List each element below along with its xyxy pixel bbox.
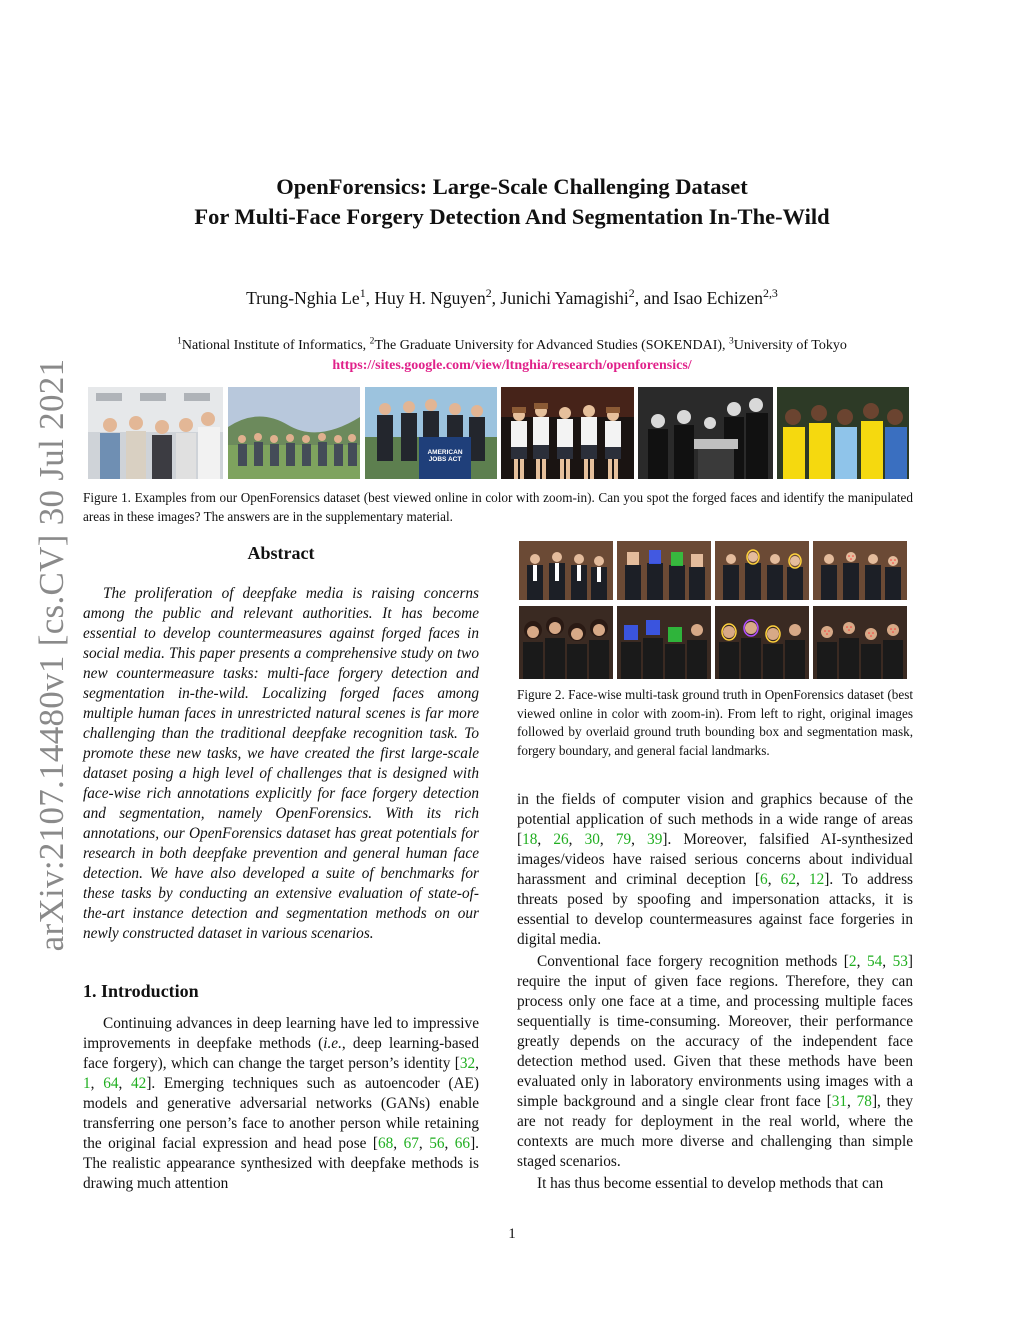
- citation-link[interactable]: 68: [378, 1135, 394, 1152]
- figure1-photo-5: [638, 387, 773, 479]
- facial-landmarks-overlay-icon: [813, 606, 907, 679]
- black-and-white-event-photo-icon: [638, 387, 773, 479]
- introduction-paragraph-3: It has thus become essential to develop methods that can: [537, 1175, 884, 1192]
- project-url-link[interactable]: https://sites.google.com/view/ltnghia/research/openforensics/: [332, 358, 692, 373]
- citation-link[interactable]: 53: [892, 953, 908, 970]
- citation-link[interactable]: 32: [459, 1055, 476, 1072]
- podium-sign-text: AMERICAN JOBS ACT: [427, 449, 463, 463]
- text-run: Continuing advances in deep learning have led to impressive improvements in deepfake methods (: [83, 1015, 479, 1052]
- citation-link[interactable]: 12: [808, 871, 825, 888]
- text-run: ]. To address threats posed by spoofing and impersonation attacks, it is essential to develop countermeasures against face forgeries in digital media.: [517, 871, 913, 948]
- stage-performers-photo-icon: [501, 387, 634, 479]
- citation-link[interactable]: 62: [780, 871, 796, 888]
- figure2-thumb-row2-bbox-mask: [617, 606, 711, 679]
- text-run: ]. The realistic appearance synthesized with deepfake methods is drawing much attention: [83, 1135, 479, 1192]
- text-run: in the fields of computer vision and graphics because of the potential application of such methods in a wide range of areas [: [517, 791, 913, 848]
- author-affiliation-sup: 2,3: [763, 286, 778, 301]
- arxiv-identifier-stamp: arXiv:2107.14480v1 [cs.CV] 30 Jul 2021: [32, 358, 71, 952]
- citation-link[interactable]: 54: [866, 953, 883, 970]
- women-group-photo-icon: [519, 606, 613, 679]
- citation-link[interactable]: 30: [584, 831, 600, 848]
- introduction-paragraph-2: Conventional face forgery recognition methods [2, 54, 53] require the input of given face regions. Therefore, they can process only one face at a time, and processing multiple faces sequentially is time-consuming. Moreover, their performance greatly depends on the accuracy of the independent face detection method used. Given that these methods have been evaluated only in laboratory environments using images with a simple background and a single clear front face [31, 78], they are not ready for deployment in the real world, where the contexts are much more diverse and challenging than simple staged scenarios.: [517, 953, 914, 1170]
- citation-link[interactable]: 1: [83, 1075, 91, 1092]
- figure2-caption: Figure 2. Face-wise multi-task ground truth in OpenForensics dataset (best viewed online in color with zoom-in). From left to right, original images followed by overlaid ground truth bounding box and segmentation mask, forgery boundary, and general facial landmarks.: [517, 687, 913, 758]
- citation-link[interactable]: 2: [848, 953, 857, 970]
- figure1-photo-6: [777, 387, 909, 479]
- abstract-text: The proliferation of deepfake media is raising concerns among the public and relevant authorities. It has become essential to develop countermeasures against forged faces in social media. This paper presents a comprehensive study on two new countermeasure tasks: multi-face forgery detection and segmentation in-the-wild. Localizing forged faces among multiple human faces in unrestricted natural scenes is far more challenging than the traditional deepfake recognition task. To promote these new tasks, we have created the first large-scale dataset posing a high level of challenges that is designed with face-wise rich annotations explicitly for face forgery detection and segmentation, namely OpenForensics. With its rich annotations, our OpenForensics dataset has great potentials for research in both deepfake prevention and general human face detection. We have also developed a suite of benchmarks for these tasks by conducting an extensive evaluation of state-of-the-art instance detection and segmentation methods on our newly constructed dataset in various scenarios.: [83, 585, 479, 942]
- citation-link[interactable]: 39: [647, 831, 663, 848]
- author-name: Junichi Yamagishi: [500, 288, 629, 308]
- paper-title-line-2: For Multi-Face Forgery Detection And Segmentation In-The-Wild: [194, 204, 830, 229]
- text-run: ]. Moreover, falsified AI-synthesized images/videos have raised serious concerns about individual harassment and criminal deception [: [517, 831, 913, 888]
- figure2-thumb-row2-original: [519, 606, 613, 679]
- affiliation-name: University of Tokyo: [733, 338, 847, 353]
- men-in-suits-photo-icon: [519, 541, 613, 600]
- figure1-photo-2: [228, 387, 360, 479]
- citation-link[interactable]: 18: [522, 831, 538, 848]
- author-list: [0, 288, 1024, 309]
- page-number: 1: [508, 1226, 516, 1242]
- citation-link[interactable]: 31: [831, 1093, 848, 1110]
- soccer-fans-photo-icon: [777, 387, 909, 479]
- forgery-boundary-overlay-icon: [715, 541, 809, 600]
- author-affiliation-sup: 2: [485, 286, 492, 301]
- affiliation-sup: 1: [177, 336, 182, 347]
- introduction-paragraph-1-continued: in the fields of computer vision and graphics because of the potential application of such methods in a wide range of areas [18, 26, 30, 79, 39]. Moreover, falsified AI-synthesized images/videos have raised serious concerns about individual harassment and criminal deception [6, 62, 12]. To address threats posed by spoofing and impersonation attacks, it is essential to develop countermeasures against face forgeries in digital media.: [517, 791, 913, 948]
- text-run: ]. Emerging techniques such as autoencoder (AE) models and generative adversarial networks (GANs) enable transferring one person’s face to another person while retaining the original facial expression and head pose [: [83, 1075, 479, 1152]
- citation-link[interactable]: 79: [615, 831, 632, 848]
- text-run: , deep learning-based face forgery), which can change the target person’s identity [: [83, 1035, 479, 1072]
- facial-landmarks-overlay-icon: [813, 541, 907, 600]
- figure2-thumb-row1-forgery-boundary: [715, 541, 809, 600]
- figure2-thumb-row1-landmarks: [813, 541, 907, 600]
- group-photo-backdrop-icon: [88, 387, 223, 479]
- figure2-thumb-row1-original: [519, 541, 613, 600]
- text-run: ] require the input of given face regions. Therefore, they can process only one face at a time, and processing multiple faces sequentially is time-consuming. Moreover, their performance greatly depends on the accuracy of the independent face detection method used. Given that these methods have been evaluated only in laboratory environments using images with a simple background and a single clear front face [: [517, 953, 914, 1110]
- affiliation-name: National Institute of Informatics,: [181, 338, 370, 353]
- citation-link[interactable]: 26: [553, 831, 569, 848]
- figure1-photo-1: [88, 387, 223, 479]
- affiliation-list: [0, 338, 1024, 354]
- figure1-photo-3: [365, 387, 497, 479]
- author-affiliation-sup: 1: [359, 286, 366, 301]
- figure1-caption: Figure 1. Examples from our OpenForensics dataset (best viewed online in color with zoom-in). Can you spot the forged faces and identify the manipulated areas in these images? The answers are in the supplementary material.: [83, 490, 913, 524]
- text-run: ], they are not ready for deployment in the real world, where the contexts are much more diverse and challenging than simple staged scenarios.: [517, 1093, 913, 1170]
- text-run: Conventional face forgery recognition methods [: [537, 953, 849, 970]
- citation-link[interactable]: 56: [429, 1135, 445, 1152]
- citation-link[interactable]: 64: [103, 1075, 119, 1092]
- introduction-heading: 1. Introduction: [83, 981, 199, 1001]
- figure1-photo-4: [501, 387, 634, 479]
- affiliation-name: The Graduate University for Advanced Studies (SOKENDAI),: [374, 338, 730, 353]
- citation-link[interactable]: 6: [760, 871, 768, 888]
- introduction-paragraph-1: Continuing advances in deep learning have led to impressive improvements in deepfake methods (i.e., deep learning-based face forgery), which can change the target person’s identity [32, 1, 64, 42]. Emerging techniques such as autoencoder (AE) models and generative adversarial networks (GANs) enable transferring one person’s face to another person while retaining the original facial expression and head pose [68, 67, 56, 66]. The realistic appearance synthesized with deepfake methods is drawing much attention: [83, 1015, 479, 1192]
- author-name: Huy H. Nguyen: [374, 288, 486, 308]
- author-name: Trung-Nghia Le: [246, 288, 360, 308]
- citation-link[interactable]: 66: [454, 1135, 471, 1152]
- text-run-italic: i.e.: [323, 1035, 342, 1052]
- bounding-box-mask-overlay-icon: [617, 606, 711, 679]
- author-name: Isao Echizen: [673, 288, 764, 308]
- forgery-boundary-overlay-icon: [715, 606, 809, 679]
- author-affiliation-sup: 2: [628, 286, 635, 301]
- figure2-thumb-row1-bbox-mask: [617, 541, 711, 600]
- affiliation-sup: 2: [369, 336, 375, 347]
- author-separator: , and: [634, 288, 674, 308]
- affiliation-sup: 3: [729, 336, 734, 347]
- figure2-thumb-row2-landmarks: [813, 606, 907, 679]
- citation-link[interactable]: 42: [131, 1075, 147, 1092]
- figure2-thumb-row2-forgery-boundary: [715, 606, 809, 679]
- author-separator: ,: [365, 288, 375, 308]
- citation-link[interactable]: 67: [403, 1135, 419, 1152]
- abstract-heading: Abstract: [247, 543, 315, 563]
- author-separator: ,: [491, 288, 501, 308]
- bounding-box-mask-overlay-icon: [617, 541, 711, 600]
- group-photo-outdoor-hills-icon: [228, 387, 360, 479]
- politicians-podium-photo-icon: [365, 387, 497, 479]
- paper-title-line-1: OpenForensics: Large-Scale Challenging Dataset: [276, 174, 748, 199]
- citation-link[interactable]: 78: [856, 1093, 872, 1110]
